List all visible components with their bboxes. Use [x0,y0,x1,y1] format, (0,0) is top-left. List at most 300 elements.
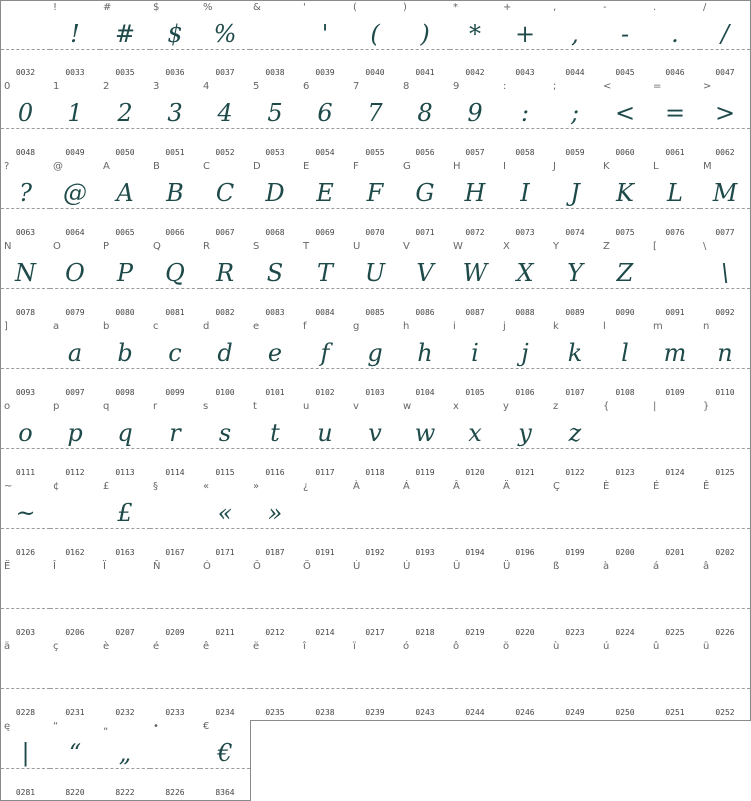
glyph-cell[interactable] [250,240,301,321]
char-label: ù [553,641,560,652]
glyph-cell[interactable] [50,160,101,241]
char-code: 0041 [415,68,435,77]
glyph-cell[interactable] [700,160,751,241]
char-label: ë [253,641,260,652]
glyph-cell[interactable] [350,320,401,401]
glyph-cell[interactable] [50,0,101,81]
char-label: p [53,401,60,412]
glyph-cell[interactable] [200,400,251,481]
glyph-cell[interactable] [300,560,351,641]
char-code: 0281 [15,788,36,797]
glyph-sample: d [217,339,233,367]
baseline-guide [450,688,500,689]
char-code: 0244 [465,708,485,717]
glyph-cell[interactable] [100,560,151,641]
glyph-cell[interactable] [0,0,51,81]
glyph-cell[interactable] [0,320,51,401]
glyph-cell[interactable] [500,640,551,721]
char-label: ' [303,2,306,13]
char-code: 0056 [415,148,435,157]
char-label: = [653,81,662,92]
char-code: 0219 [465,628,485,637]
baseline-guide [600,608,650,609]
baseline-guide [350,528,400,529]
char-code: 0121 [515,468,535,477]
char-label: ü [703,641,710,652]
glyph-cell[interactable] [400,320,451,401]
char-label: # [103,2,112,13]
glyph-cell[interactable] [250,320,301,401]
glyph-cell[interactable] [150,400,201,481]
glyph-cell[interactable] [500,320,551,401]
char-code: 0235 [265,708,285,717]
glyph-cell[interactable] [500,240,551,321]
glyph-sample: m [663,339,687,367]
glyph-cell[interactable] [200,0,251,81]
glyph-cell[interactable] [100,400,151,481]
glyph-cell[interactable] [450,80,501,161]
char-label: • [153,721,159,732]
char-label: N [4,241,12,252]
glyph-cell[interactable] [0,480,51,561]
char-label: n [703,321,710,332]
char-code: 0092 [715,308,735,317]
char-code: 0060 [615,148,635,157]
char-code: 0126 [15,548,36,557]
glyph-cell[interactable] [500,400,551,481]
char-code: 0103 [365,388,385,397]
char-code: 0099 [165,388,185,397]
glyph-cell[interactable] [100,160,151,241]
glyph-cell[interactable] [300,0,351,81]
char-code: 0209 [165,628,185,637]
glyph-cell[interactable] [600,640,651,721]
char-code: 0111 [15,468,36,477]
glyph-cell[interactable] [300,320,351,401]
glyph-cell[interactable] [0,720,51,801]
glyph-cell[interactable] [300,240,351,321]
char-label: Ä [503,481,510,492]
glyph-sample: « [217,499,233,527]
glyph-cell[interactable] [200,640,251,721]
glyph-cell[interactable] [650,80,701,161]
glyph-cell[interactable] [0,240,51,321]
glyph-cell[interactable] [200,320,251,401]
char-label: 3 [153,81,160,92]
glyph-cell[interactable] [50,400,101,481]
char-code: 0110 [715,388,735,397]
glyph-sample: “ [68,739,82,767]
glyph-cell[interactable] [350,240,401,321]
glyph-cell[interactable] [250,480,301,561]
char-label: E [303,161,310,172]
glyph-cell[interactable] [150,80,201,161]
char-label: ô [453,641,460,652]
glyph-cell[interactable] [400,640,451,721]
glyph-sample: r [169,419,181,447]
glyph-cell[interactable] [150,320,201,401]
char-label: } [703,401,710,412]
glyph-cell[interactable] [700,480,751,561]
glyph-cell[interactable] [700,640,751,721]
char-label: Â [453,481,460,492]
glyph-sample: # [114,20,136,48]
glyph-cell[interactable] [600,320,651,401]
glyph-cell[interactable] [150,640,201,721]
glyph-cell[interactable] [0,400,51,481]
glyph-cell[interactable] [400,480,451,561]
glyph-sample: A [116,179,134,207]
glyph-cell[interactable] [400,0,451,81]
glyph-cell[interactable] [600,160,651,241]
glyph-cell[interactable] [300,480,351,561]
glyph-cell[interactable] [650,320,701,401]
char-code: 0116 [265,468,285,477]
glyph-cell[interactable] [100,320,151,401]
char-label: Á [403,481,410,492]
glyph-sample: * [469,20,481,48]
char-label: H [453,161,461,172]
char-label: L [653,161,659,172]
glyph-cell[interactable] [250,80,301,161]
char-label: U [353,241,361,252]
char-code: 0049 [65,148,85,157]
glyph-cell[interactable] [250,0,301,81]
char-label: / [703,2,707,13]
glyph-sample: „ [118,739,132,767]
glyph-cell[interactable] [450,480,501,561]
char-code: 0090 [615,308,635,317]
glyph-cell[interactable] [650,240,701,321]
glyph-cell[interactable] [0,560,51,641]
glyph-cell[interactable] [100,480,151,561]
char-code: 0057 [465,148,485,157]
char-code: 0239 [365,708,385,717]
char-label: 2 [103,81,110,92]
glyph-cell[interactable] [550,240,601,321]
glyph-cell[interactable] [550,80,601,161]
baseline-guide [1,608,50,609]
glyph-cell[interactable] [150,240,201,321]
glyph-cell[interactable] [50,720,101,801]
baseline-guide [350,608,400,609]
baseline-guide [150,608,200,609]
baseline-guide [650,688,700,689]
glyph-cell[interactable] [700,560,751,641]
glyph-sample: % [213,20,237,48]
char-code: 0046 [665,68,685,77]
baseline-guide [250,608,300,609]
glyph-cell[interactable] [150,160,201,241]
glyph-cell[interactable] [150,720,201,801]
glyph-cell[interactable] [0,160,51,241]
glyph-cell[interactable] [550,640,601,721]
glyph-cell[interactable] [50,80,101,161]
char-code: 0067 [215,228,235,237]
char-code: 0100 [215,388,235,397]
glyph-cell[interactable] [650,480,701,561]
glyph-cell[interactable] [650,640,701,721]
baseline-guide [550,528,600,529]
baseline-guide [50,688,100,689]
glyph-sample: o [18,419,33,447]
baseline-guide [300,608,350,609]
baseline-guide [650,288,700,289]
char-label: Ñ [153,561,161,572]
char-label: Ú [403,561,411,572]
glyph-cell[interactable] [650,400,701,481]
glyph-cell[interactable] [350,400,401,481]
glyph-cell[interactable] [650,160,701,241]
char-code: 0101 [265,388,285,397]
glyph-cell[interactable] [450,560,501,641]
glyph-cell[interactable] [300,80,351,161]
glyph-cell[interactable] [500,560,551,641]
char-label: 9 [453,81,460,92]
char-label: T [303,241,310,252]
char-label: ¿ [303,481,309,492]
char-code: 0232 [115,708,135,717]
baseline-guide [400,528,450,529]
char-code: 0058 [515,148,535,157]
glyph-cell[interactable] [350,160,401,241]
glyph-cell[interactable] [200,560,251,641]
glyph-sample: f [320,339,330,367]
char-label: { [603,401,610,412]
glyph-cell[interactable] [600,480,651,561]
glyph-cell[interactable] [200,720,251,801]
glyph-cell[interactable] [100,80,151,161]
glyph-cell[interactable] [200,160,251,241]
glyph-cell[interactable] [250,400,301,481]
char-label: q [103,401,110,412]
char-code: 0108 [615,388,635,397]
glyph-cell[interactable] [100,0,151,81]
baseline-guide [500,608,550,609]
glyph-cell[interactable] [150,0,201,81]
glyph-sample: G [415,179,435,207]
char-label: \ [703,241,707,252]
char-code: 0246 [515,708,535,717]
char-label: Ê [703,481,710,492]
char-label: G [403,161,411,172]
glyph-sample: L [667,179,683,207]
glyph-cell[interactable] [350,480,401,561]
glyph-cell[interactable] [100,720,151,801]
glyph-sample: U [364,259,386,287]
char-label: À [353,481,360,492]
glyph-cell[interactable] [700,320,751,401]
char-code: 0212 [265,628,285,637]
glyph-cell[interactable] [400,80,451,161]
char-label: € [203,721,210,732]
glyph-cell[interactable] [400,400,451,481]
baseline-guide [50,608,100,609]
glyph-cell[interactable] [300,400,351,481]
glyph-sample: < [614,99,636,127]
char-label: , [553,2,557,13]
glyph-cell[interactable] [100,240,151,321]
glyph-cell[interactable] [450,400,501,481]
glyph-cell[interactable] [500,480,551,561]
char-code: 0249 [565,708,585,717]
glyph-cell[interactable] [450,0,501,81]
glyph-sample: h [417,339,433,367]
glyph-sample: 2 [117,99,133,127]
char-label: û [653,641,660,652]
char-label: S [253,241,260,252]
char-code: 0050 [115,148,135,157]
char-code: 0171 [215,548,235,557]
glyph-sample: z [568,419,582,447]
glyph-cell[interactable] [200,480,251,561]
char-code: 0102 [315,388,335,397]
baseline-guide [400,688,450,689]
glyph-cell[interactable] [350,640,401,721]
char-code: 0061 [665,148,685,157]
char-label: i [453,321,456,332]
glyph-cell[interactable] [50,320,101,401]
glyph-cell[interactable] [600,400,651,481]
char-label: » [253,481,260,492]
char-code: 0059 [565,148,585,157]
char-code: 0076 [665,228,685,237]
glyph-cell[interactable] [150,480,201,561]
glyph-cell[interactable] [450,640,501,721]
glyph-cell[interactable] [200,240,251,321]
char-code: 0038 [265,68,285,77]
char-code: 0082 [215,308,235,317]
char-label: J [553,161,556,172]
char-label: X [503,241,510,252]
glyph-cell[interactable] [500,0,551,81]
char-label: C [203,161,210,172]
glyph-cell[interactable] [0,80,51,161]
glyph-cell[interactable] [650,560,701,641]
char-label: È [603,481,610,492]
glyph-cell[interactable] [400,560,451,641]
glyph-cell[interactable] [600,80,651,161]
char-label: Ç [553,481,560,492]
glyph-cell[interactable] [250,640,301,721]
char-label: [ [653,241,657,252]
char-label: Z [603,241,610,252]
char-code: 0043 [515,68,535,77]
glyph-cell[interactable] [200,80,251,161]
char-code: 0218 [415,628,435,637]
glyph-sample: / [720,20,730,48]
glyph-cell[interactable] [0,640,51,721]
glyph-sample: ~ [15,499,36,527]
baseline-guide [700,448,750,449]
char-code: 0109 [665,388,685,397]
glyph-cell[interactable] [550,160,601,241]
char-code: 0087 [465,308,485,317]
glyph-sample: P [116,259,134,287]
glyph-cell[interactable] [650,0,701,81]
glyph-cell[interactable] [700,400,751,481]
glyph-cell[interactable] [600,0,651,81]
glyph-cell[interactable] [450,160,501,241]
glyph-sample: g [367,339,383,367]
char-label: Ó [203,561,211,572]
glyph-cell[interactable] [400,160,451,241]
baseline-guide [450,608,500,609]
glyph-sample: S [266,259,284,287]
glyph-cell[interactable] [400,240,451,321]
glyph-sample: 4 [217,99,233,127]
char-code: 0119 [415,468,435,477]
glyph-cell[interactable] [50,480,101,561]
char-label: 7 [353,81,360,92]
glyph-sample: 5 [267,99,283,127]
glyph-sample: - [620,20,630,48]
glyph-cell[interactable] [600,240,651,321]
char-code: 0122 [565,468,585,477]
glyph-cell[interactable] [50,240,101,321]
glyph-cell[interactable] [500,160,551,241]
char-code: 0107 [565,388,585,397]
char-code: 0093 [15,388,36,397]
glyph-cell[interactable] [550,400,601,481]
glyph-sample: 8 [417,99,433,127]
glyph-cell[interactable] [350,560,401,641]
glyph-cell[interactable] [300,160,351,241]
glyph-sample: = [664,99,686,127]
char-code: 0036 [165,68,185,77]
glyph-cell[interactable] [550,480,601,561]
glyph-cell[interactable] [550,320,601,401]
glyph-cell[interactable] [550,560,601,641]
glyph-cell[interactable] [450,320,501,401]
glyph-cell[interactable] [700,80,751,161]
glyph-cell[interactable] [500,80,551,161]
glyph-cell[interactable] [250,160,301,241]
char-code: 0200 [615,548,635,557]
glyph-cell[interactable] [700,0,751,81]
char-code: 0115 [215,468,235,477]
glyph-cell[interactable] [350,80,401,161]
glyph-cell[interactable] [600,560,651,641]
char-code: 0039 [315,68,335,77]
char-code: 0089 [565,308,585,317]
glyph-cell[interactable] [300,640,351,721]
glyph-cell[interactable] [50,560,101,641]
char-label: Î [53,561,56,572]
char-label: é [153,641,160,652]
glyph-cell[interactable] [550,0,601,81]
glyph-cell[interactable] [700,240,751,321]
glyph-cell[interactable] [450,240,501,321]
char-label: R [203,241,210,252]
glyph-cell[interactable] [100,640,151,721]
char-code: 8364 [215,788,235,797]
char-label: d [203,321,210,332]
glyph-sample: E [316,179,334,207]
glyph-cell[interactable] [150,560,201,641]
baseline-guide [400,608,450,609]
char-label: : [503,81,507,92]
glyph-sample: t [270,419,280,447]
glyph-cell[interactable] [350,0,401,81]
glyph-cell[interactable] [50,640,101,721]
glyph-sample: w [414,419,436,447]
char-label: ¢ [53,481,60,492]
glyph-cell[interactable] [250,560,301,641]
char-code: 0206 [65,628,85,637]
char-code: 0054 [315,148,335,157]
char-code: 0086 [415,308,435,317]
